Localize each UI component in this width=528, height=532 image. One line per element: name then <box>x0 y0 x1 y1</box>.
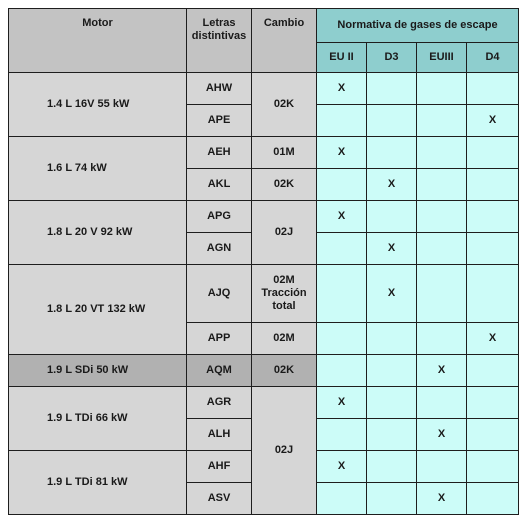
header-norm-d4: D4 <box>467 43 519 73</box>
letras-cell: ALH <box>187 419 252 451</box>
header-normativa: Normativa de gases de escape <box>317 9 519 43</box>
cambio-cell: 02K <box>252 169 317 201</box>
cambio-cell: 02J <box>252 387 317 515</box>
mark-cell <box>367 73 417 105</box>
mark-cell <box>367 105 417 137</box>
mark-cell <box>467 137 519 169</box>
mark-cell <box>367 451 417 483</box>
header-letras-line1: Letras <box>202 17 236 29</box>
mark-cell <box>467 233 519 265</box>
mark-cell <box>367 419 417 451</box>
mark-cell <box>467 355 519 387</box>
mark-cell <box>467 419 519 451</box>
mark-cell <box>467 387 519 419</box>
letras-cell: AQM <box>187 355 252 387</box>
table-row <box>9 355 519 387</box>
table-row <box>9 265 519 323</box>
motor-cell: 1.9 L TDi 66 kW <box>9 387 187 451</box>
mark-cell <box>317 483 367 515</box>
letras-cell: APP <box>187 323 252 355</box>
cambio-line: total <box>272 300 296 312</box>
cambio-cell <box>252 265 317 323</box>
mark-cell <box>467 265 519 323</box>
header-cambio: Cambio <box>252 9 317 73</box>
mark-cell <box>317 233 367 265</box>
mark-cell <box>467 73 519 105</box>
header-motor: Motor <box>9 9 187 73</box>
mark-cell <box>417 73 467 105</box>
mark-cell <box>317 265 367 323</box>
letras-cell: AGN <box>187 233 252 265</box>
motor-cell: 1.4 L 16V 55 kW <box>9 73 187 137</box>
mark-cell <box>417 451 467 483</box>
mark-cell: X <box>467 323 519 355</box>
letras-cell: AGR <box>187 387 252 419</box>
header-letras-line2: distintivas <box>191 30 247 42</box>
header-norm-d3: D3 <box>367 43 417 73</box>
mark-cell <box>417 233 467 265</box>
letras-cell: APE <box>187 105 252 137</box>
cambio-cell: 02K <box>252 73 317 137</box>
mark-cell <box>417 265 467 323</box>
mark-cell: X <box>317 201 367 233</box>
letras-cell: AHW <box>187 73 252 105</box>
mark-cell <box>467 201 519 233</box>
mark-cell <box>367 201 417 233</box>
emissions-table <box>8 8 519 515</box>
letras-cell: ASV <box>187 483 252 515</box>
mark-cell <box>417 169 467 201</box>
motor-cell: 1.8 L 20 V 92 kW <box>9 201 187 265</box>
mark-cell <box>417 137 467 169</box>
mark-cell: X <box>367 233 417 265</box>
mark-cell <box>467 483 519 515</box>
motor-cell: 1.6 L 74 kW <box>9 137 187 201</box>
mark-cell: X <box>417 483 467 515</box>
mark-cell <box>367 483 417 515</box>
letras-cell: AKL <box>187 169 252 201</box>
mark-cell <box>317 105 367 137</box>
table-row <box>9 73 519 105</box>
motor-cell: 1.8 L 20 VT 132 kW <box>9 265 187 355</box>
cambio-cell: 01M <box>252 137 317 169</box>
mark-cell <box>417 387 467 419</box>
mark-cell <box>367 137 417 169</box>
mark-cell <box>417 323 467 355</box>
mark-cell <box>317 169 367 201</box>
mark-cell: X <box>417 419 467 451</box>
mark-cell: X <box>467 105 519 137</box>
cambio-cell: 02M <box>252 323 317 355</box>
mark-cell <box>467 451 519 483</box>
motor-cell: 1.9 L SDi 50 kW <box>9 355 187 387</box>
table-row <box>9 201 519 233</box>
mark-cell <box>367 323 417 355</box>
mark-cell: X <box>367 265 417 323</box>
cambio-line: 02M <box>273 274 295 286</box>
mark-cell: X <box>317 451 367 483</box>
header-letras <box>187 9 252 73</box>
header-norm-eu3: EUIII <box>417 43 467 73</box>
mark-cell: X <box>317 73 367 105</box>
mark-cell <box>417 105 467 137</box>
mark-cell <box>467 169 519 201</box>
mark-cell: X <box>317 387 367 419</box>
cambio-cell: 02J <box>252 201 317 265</box>
table-row <box>9 387 519 419</box>
letras-cell: AHF <box>187 451 252 483</box>
mark-cell: X <box>417 355 467 387</box>
cambio-cell: 02K <box>252 355 317 387</box>
mark-cell <box>317 355 367 387</box>
mark-cell <box>417 201 467 233</box>
mark-cell <box>317 323 367 355</box>
table-row <box>9 137 519 169</box>
mark-cell: X <box>317 137 367 169</box>
header-norm-eu2: EU II <box>317 43 367 73</box>
mark-cell <box>367 387 417 419</box>
letras-cell: AJQ <box>187 265 252 323</box>
cambio-line: Tracción <box>261 287 307 299</box>
motor-cell: 1.9 L TDi 81 kW <box>9 451 187 515</box>
mark-cell <box>367 355 417 387</box>
letras-cell: APG <box>187 201 252 233</box>
mark-cell <box>317 419 367 451</box>
mark-cell: X <box>367 169 417 201</box>
letras-cell: AEH <box>187 137 252 169</box>
